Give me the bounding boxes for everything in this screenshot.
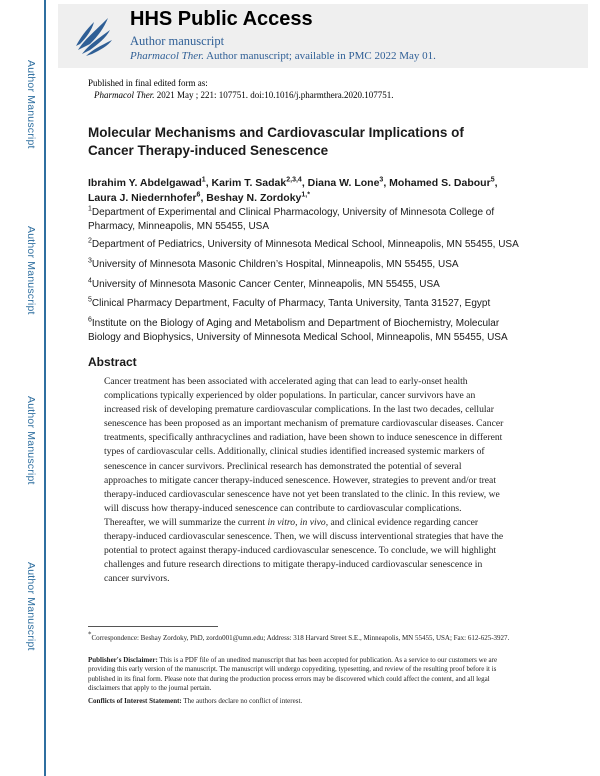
citation-journal: Pharmacol Ther. [94,90,155,100]
affiliation [88,278,528,292]
author-separator: , [301,177,308,189]
affiliation-number: 5 [88,296,92,304]
sidebar-label-author-manuscript: Author Manuscript [25,226,37,315]
author-affiliation-ref: 6 [196,191,201,199]
journal-name: Pharmacol Ther. [130,50,204,62]
abstract-body [104,375,504,586]
hhs-eagle-logo-icon [68,10,120,62]
affiliation-number: 6 [88,316,92,324]
author-manuscript-label: Author manuscript [130,34,225,48]
author-separator: , [205,177,212,189]
affiliation-text: Department of Experimental and Clinical Pharmacology, University of Minnesota College of Pharmacy, Minneapolis, MN 55455, USA [88,207,495,232]
conflict-text: The authors declare no conflict of interest. [181,697,303,705]
abstract-text: , [295,516,300,528]
affiliation-text: Institute on the Biology of Aging and Metabolism and Department of Biochemistry, Molecular Biology and Biophysics, University of Minnesota Medical School, Minneapolis, MN 55455, USA [88,318,508,343]
correspondence-footnote [88,630,520,643]
author-name: Ibrahim Y. Abdelgawad [88,177,202,189]
publisher-disclaimer [88,656,520,694]
author-name: Laura J. Niedernhofer [88,192,197,204]
conflict-label: Conflicts of Interest Statement: [88,697,182,705]
availability-text: Author manuscript; available in PMC 2022 May 01. [206,50,436,62]
citation-details: 2021 May ; 221: 107751. doi:10.1016/j.pharmthera.2020.107751. [156,90,394,100]
author-name: Beshay N. Zordoky [206,192,302,204]
author-affiliation-ref: 1 [201,176,206,184]
publication-info [88,77,393,101]
sidebar-rule [44,0,46,776]
correspondence-text: Correspondence: Beshay Zordoky, PhD, zordo001@umn.edu; Address: 318 Harvard Street S.E., Minneapolis, MN 55455, USA; Fax: 612-625-3927. [91,634,510,642]
author-affiliation-ref: 2,3,4 [286,176,302,184]
affiliation [88,206,528,234]
author-name: Diana W. Lone [307,177,380,189]
sidebar-label-author-manuscript: Author Manuscript [25,562,37,651]
affiliation [88,317,528,345]
author-separator: , [494,177,498,189]
affiliation-number: 3 [88,257,92,265]
footnote-divider [88,626,218,627]
author-affiliation-ref: 3 [379,176,384,184]
abstract-text: Cancer treatment has been associated with accelerated aging that can lead to early-onset health complications typically experienced by older populations. In particular, cancer survivors have an increased risk of developing premature cardiovascular complications. In the last two decades, cellular senescence has been proposed as an important mechanism of premature cardiovascular diseases. Cancer treatments, specifically anthracyclines and radiation, have been shown to induce senescence in different types of cardiovascular cells. Additionally, clinical studies identified increased systemic markers of senescence in cancer survivors. Preclinical research has demonstrated the potential of several approaches to mitigate cancer therapy-induced senescence. However, strategies to prevent and/or treat therapy-induced cardiovascular senescence have not yet been translated to the clinic. In this review, we will discuss how therapy-induced senescence can contribute to cardiovascular complications. Thereafter, we will summarize the current [104,376,504,528]
hhs-header [58,4,588,68]
affiliation [88,258,528,272]
affiliation-number: 2 [88,237,92,245]
abstract-italic-term: in vitro [267,516,296,528]
author-name: Mohamed S. Dabour [389,177,491,189]
disclaimer-text: This is a PDF file of an unedited manuscript that has been accepted for publication. As a service to our customers we are providing this early version of the manuscript. The manuscript will undergo copyediting, typesetting, and review of the resulting proof before it is published in its final form. Please note that during the production process errors may be discovered which could affect the content, and all legal disclaimers that apply to the journal pertain. [88,656,498,693]
affiliation-number: 4 [88,277,92,285]
conflict-statement [88,697,520,706]
author-affiliation-ref: 1,* [301,191,310,199]
affiliation-text: University of Minnesota Masonic Cancer Center, Minneapolis, MN 55455, USA [91,279,440,290]
affiliation-text: University of Minnesota Masonic Children’s Hospital, Minneapolis, MN 55455, USA [91,259,459,270]
affiliation-number: 1 [88,205,92,213]
publication-label: Published in final edited form as: [88,78,208,88]
author-affiliation-ref: 5 [490,176,495,184]
disclaimer-label: Publisher's Disclaimer: [88,656,158,664]
author-name: Karim T. Sadak [211,177,287,189]
author-separator: , [383,177,390,189]
abstract-text: , and clinical evidence regarding cancer therapy-induced cardiovascular senescence. Then, we will discuss interventional strategies that have the potential to protect against therapy-induced cardiovascular senescence. To conclude, we will highlight challenges and future research directions to mitigate therapy-induced cardiovascular senescence in cancer survivors. [104,516,504,585]
author-separator: , [200,192,207,204]
citation [88,89,393,101]
abstract-italic-term: in vivo [299,516,326,528]
affiliation-text: Department of Pediatrics, University of Minnesota Medical School, Minneapolis, MN 55455, USA [91,239,519,250]
sidebar-label-author-manuscript: Author Manuscript [25,60,37,149]
affiliation [88,238,528,252]
author-list [88,176,528,206]
article-title: Molecular Mechanisms and Cardiovascular Implications of Cancer Therapy-induced Senescence [88,125,464,158]
sidebar-label-author-manuscript: Author Manuscript [25,396,37,485]
correspondence-mark: * [88,630,92,639]
hhs-title: HHS Public Access [130,8,313,30]
abstract-heading: Abstract [88,355,137,369]
affiliation-text: Clinical Pharmacy Department, Faculty of Pharmacy, Tanta University, Tanta 31527, Egypt [91,298,491,309]
availability-line [130,50,436,62]
affiliation [88,297,528,311]
